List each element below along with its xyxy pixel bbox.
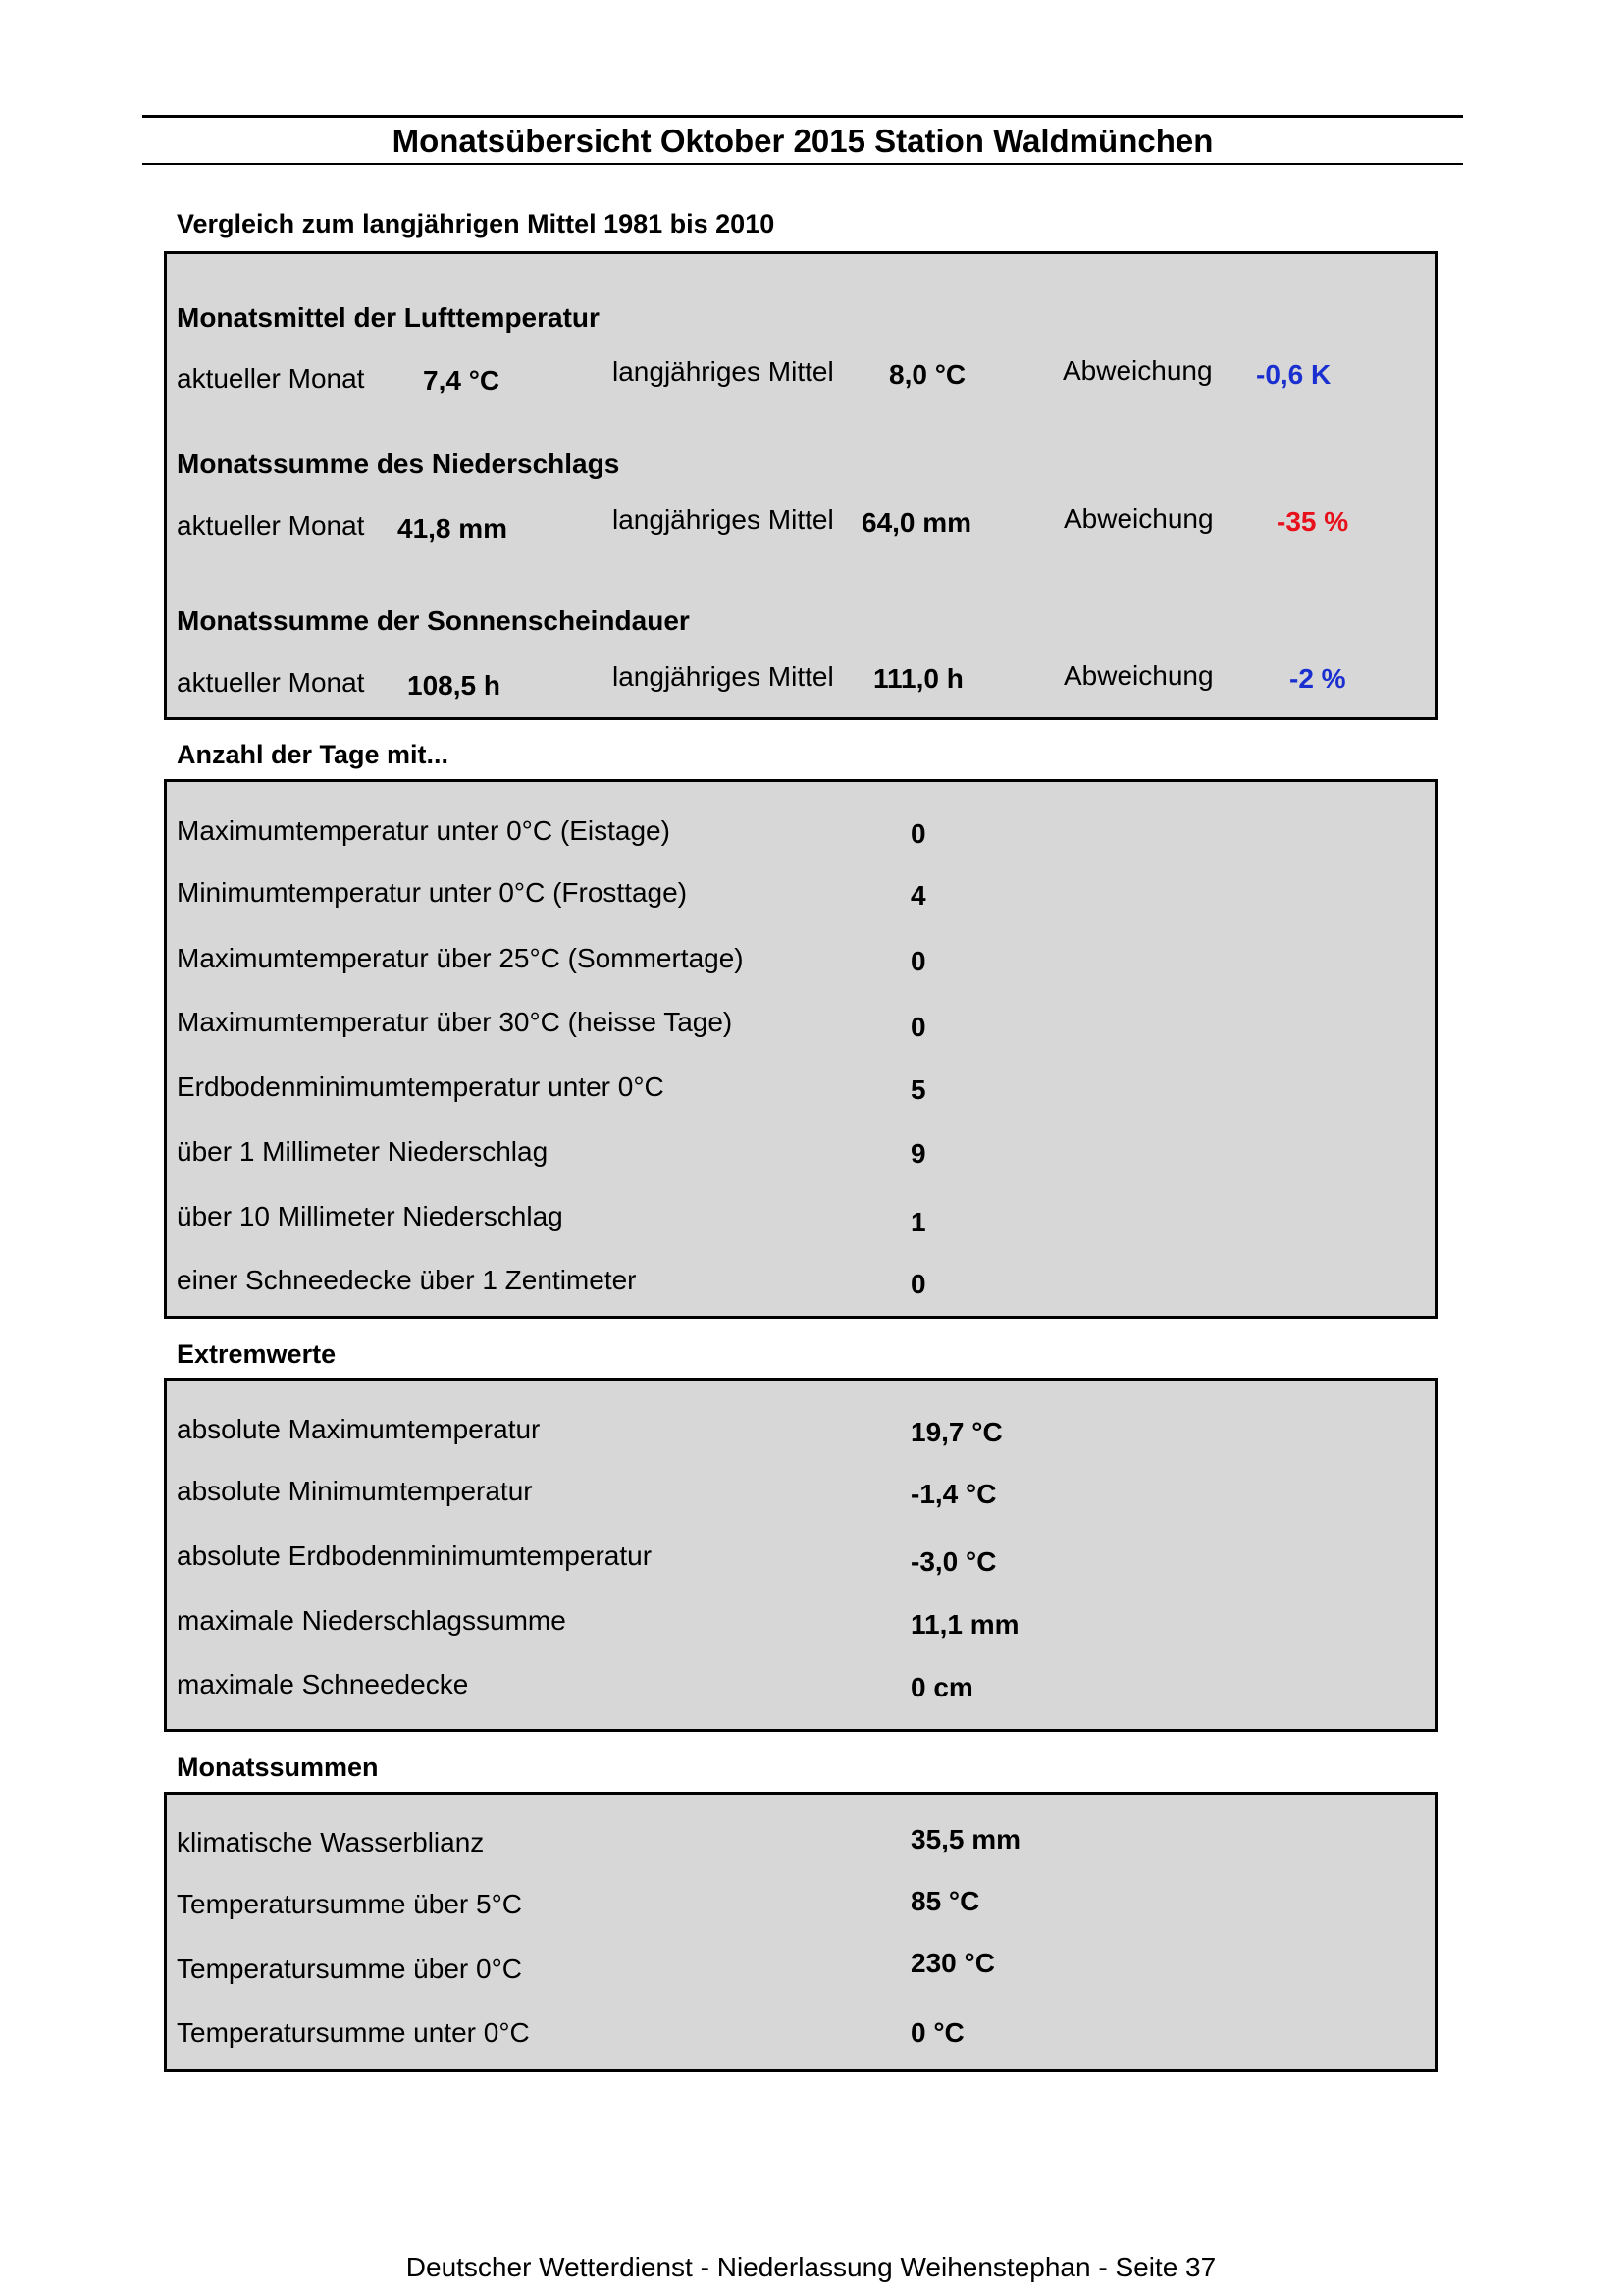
sums-row-label: Temperatursumme unter 0°C — [177, 2017, 530, 2048]
sums-row-label: klimatische Wasserblianz — [177, 1827, 485, 1857]
temperature-current-value: 7,4 °C — [423, 365, 500, 395]
temperature-current-label: aktueller Monat — [177, 363, 365, 393]
precipitation-deviation-value: -35 % — [1277, 506, 1349, 537]
sunshine-deviation-label: Abweichung — [1064, 660, 1214, 691]
days-row-value: 5 — [911, 1074, 926, 1105]
extremes-row-value: -3,0 °C — [911, 1546, 997, 1577]
days-row-label: Maximumtemperatur unter 0°C (Eistage) — [177, 815, 670, 846]
precipitation-deviation-label: Abweichung — [1064, 503, 1214, 534]
temperature-mean-label: langjähriges Mittel — [612, 356, 834, 387]
sums-section-title: Monatssummen — [177, 1752, 379, 1782]
days-panel — [164, 779, 1438, 1319]
precipitation-current-label: aktueller Monat — [177, 510, 365, 541]
sums-row-label: Temperatursumme über 5°C — [177, 1889, 522, 1919]
sums-row-value: 230 °C — [911, 1948, 995, 1978]
days-row-label: über 10 Millimeter Niederschlag — [177, 1201, 563, 1231]
title-rule-bottom — [142, 163, 1463, 165]
sunshine-deviation-value: -2 % — [1289, 663, 1346, 694]
days-row-label: Maximumtemperatur über 30°C (heisse Tage) — [177, 1007, 733, 1037]
days-row-label: über 1 Millimeter Niederschlag — [177, 1136, 549, 1167]
temperature-deviation-value: -0,6 K — [1256, 359, 1332, 390]
title-rule-top — [142, 115, 1463, 118]
sums-row-value: 85 °C — [911, 1886, 980, 1916]
precipitation-heading: Monatssumme des Niederschlags — [177, 448, 620, 479]
extremes-row-label: maximale Schneedecke — [177, 1669, 469, 1699]
extremes-row-value: 19,7 °C — [911, 1417, 1003, 1447]
extremes-row-value: 11,1 mm — [911, 1609, 1020, 1640]
sunshine-mean-value: 111,0 h — [873, 663, 964, 694]
page-footer: Deutscher Wetterdienst - Niederlassung Weihenstephan - Seite 37 — [405, 2252, 1217, 2282]
days-row-label: einer Schneedecke über 1 Zentimeter — [177, 1265, 637, 1295]
comparison-section-title: Vergleich zum langjährigen Mittel 1981 bis 2010 — [177, 209, 775, 238]
days-row-label: Erdbodenminimumtemperatur unter 0°C — [177, 1071, 664, 1102]
temperature-deviation-label: Abweichung — [1063, 355, 1213, 386]
sums-row-value: 0 °C — [911, 2017, 965, 2048]
sunshine-heading: Monatssumme der Sonnenscheindauer — [177, 605, 690, 636]
days-row-value: 4 — [911, 880, 926, 911]
extremes-row-label: absolute Minimumtemperatur — [177, 1476, 533, 1506]
sunshine-current-label: aktueller Monat — [177, 667, 365, 698]
precipitation-mean-label: langjähriges Mittel — [612, 504, 834, 535]
extremes-row-label: maximale Niederschlagssumme — [177, 1605, 566, 1636]
precipitation-current-value: 41,8 mm — [397, 513, 508, 544]
sunshine-current-value: 108,5 h — [407, 670, 500, 701]
extremes-section-title: Extremwerte — [177, 1339, 337, 1369]
days-row-value: 0 — [911, 946, 926, 976]
temperature-mean-value: 8,0 °C — [889, 359, 967, 390]
days-row-value: 0 — [911, 1269, 926, 1299]
days-row-value: 9 — [911, 1138, 926, 1169]
precipitation-mean-value: 64,0 mm — [862, 507, 972, 538]
extremes-row-value: 0 cm — [911, 1672, 973, 1702]
sums-row-value: 35,5 mm — [911, 1824, 1021, 1854]
days-row-value: 0 — [911, 818, 926, 849]
days-section-title: Anzahl der Tage mit... — [177, 740, 449, 769]
extremes-row-label: absolute Maximumtemperatur — [177, 1414, 541, 1444]
temperature-heading: Monatsmittel der Lufttemperatur — [177, 302, 600, 333]
sums-row-label: Temperatursumme über 0°C — [177, 1954, 522, 1984]
page-title: Monatsübersicht Oktober 2015 Station Waldmünchen — [392, 123, 1214, 159]
extremes-row-label: absolute Erdbodenminimumtemperatur — [177, 1540, 653, 1571]
days-row-label: Maximumtemperatur über 25°C (Sommertage) — [177, 943, 744, 973]
extremes-row-value: -1,4 °C — [911, 1479, 997, 1509]
days-row-value: 0 — [911, 1012, 926, 1042]
days-row-value: 1 — [911, 1207, 926, 1237]
days-row-label: Minimumtemperatur unter 0°C (Frosttage) — [177, 877, 688, 908]
sunshine-mean-label: langjähriges Mittel — [612, 661, 834, 692]
